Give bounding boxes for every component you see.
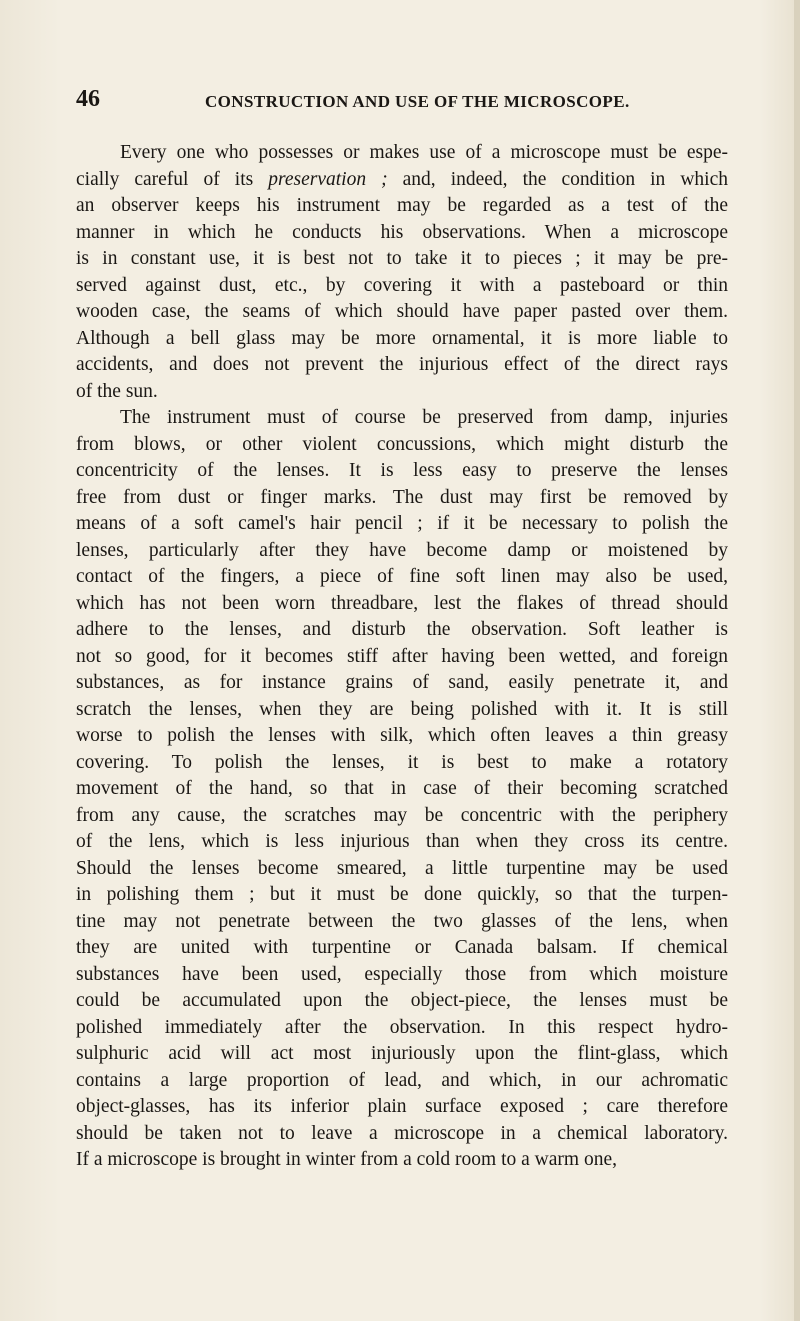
text-line: not so good, for it becomes stiff after having been wetted, and foreign	[76, 645, 728, 667]
body-text	[76, 140, 728, 1174]
paragraph	[76, 140, 728, 405]
text-line: If a microscope is brought in winter from a cold room to a warm one,	[76, 1149, 617, 1170]
text-line: object-glasses, has its inferior plain surface exposed ; care therefore	[76, 1096, 728, 1117]
text-line: substances have been used, especially those from which moisture	[76, 963, 728, 985]
text-line: movement of the hand, so that in case of their becoming scratched	[76, 778, 728, 799]
text-line: polished immediately after the observation. In this respect hydro-	[76, 1016, 728, 1038]
text-line: served against dust, etc., by covering it with a pasteboard or thin	[76, 274, 728, 296]
text-line: wooden case, the seams of which should have paper pasted over them.	[76, 301, 728, 322]
text-line: manner in which he conducts his observations. When a microscope	[76, 221, 728, 243]
running-title: CONSTRUCTION AND USE OF THE MICROSCOPE.	[205, 92, 630, 111]
text-line: accidents, and does not prevent the injurious effect of the direct rays	[76, 354, 728, 375]
text-line: means of a soft camel's hair pencil ; if it be necessary to polish the	[76, 513, 728, 534]
text-line: should be taken not to leave a microscope in a chemical laboratory.	[76, 1122, 728, 1144]
text-line: The instrument must of course be preserved from damp, injuries	[120, 407, 728, 428]
text-line: Although a bell glass may be more ornamental, it is more liable to	[76, 327, 728, 349]
page-edge	[794, 0, 800, 1321]
text-line: contact of the fingers, a piece of fine soft linen may also be used,	[76, 566, 728, 587]
text-line: cially careful of its preservation ; and, indeed, the condition in which	[76, 168, 728, 190]
page-header	[76, 86, 726, 116]
text-line: sulphuric acid will act most injuriously upon the flint-glass, which	[76, 1043, 728, 1064]
text-line: they are united with turpentine or Canada balsam. If chemical	[76, 937, 728, 958]
text-line: from any cause, the scratches may be concentric with the periphery	[76, 804, 728, 826]
text-line: covering. To polish the lenses, it is best to make a rotatory	[76, 751, 728, 773]
text-line: of the sun.	[76, 380, 158, 402]
text-line: lenses, particularly after they have become damp or moistened by	[76, 539, 728, 561]
page-number: 46	[76, 86, 100, 112]
text-line: could be accumulated upon the object-piece, the lenses must be	[76, 990, 728, 1011]
text-line: worse to polish the lenses with silk, which often leaves a thin greasy	[76, 725, 728, 746]
text-line: substances, as for instance grains of sand, easily penetrate it, and	[76, 672, 728, 693]
text-line: scratch the lenses, when they are being polished with it. It is still	[76, 698, 728, 720]
text-line: from blows, or other violent concussions, which might disturb the	[76, 433, 728, 455]
text-line: in polishing them ; but it must be done quickly, so that the turpen-	[76, 884, 728, 905]
text-line: adhere to the lenses, and disturb the observation. Soft leather is	[76, 619, 728, 640]
text-line: which has not been worn threadbare, lest the flakes of thread should	[76, 592, 728, 614]
text-line: an observer keeps his instrument may be regarded as a test of the	[76, 195, 728, 216]
text-line: Every one who possesses or makes use of a microscope must be espe-	[120, 142, 728, 163]
paragraph	[76, 405, 728, 1174]
text-line: is in constant use, it is best not to take it to pieces ; it may be pre-	[76, 248, 728, 269]
text-line: concentricity of the lenses. It is less easy to preserve the lenses	[76, 460, 728, 481]
text-line: free from dust or finger marks. The dust may first be removed by	[76, 486, 728, 508]
text-line: Should the lenses become smeared, a little turpentine may be used	[76, 857, 728, 879]
text-line: contains a large proportion of lead, and which, in our achromatic	[76, 1069, 728, 1091]
text-line: tine may not penetrate between the two glasses of the lens, when	[76, 910, 728, 932]
text-line: of the lens, which is less injurious than when they cross its centre.	[76, 831, 728, 852]
